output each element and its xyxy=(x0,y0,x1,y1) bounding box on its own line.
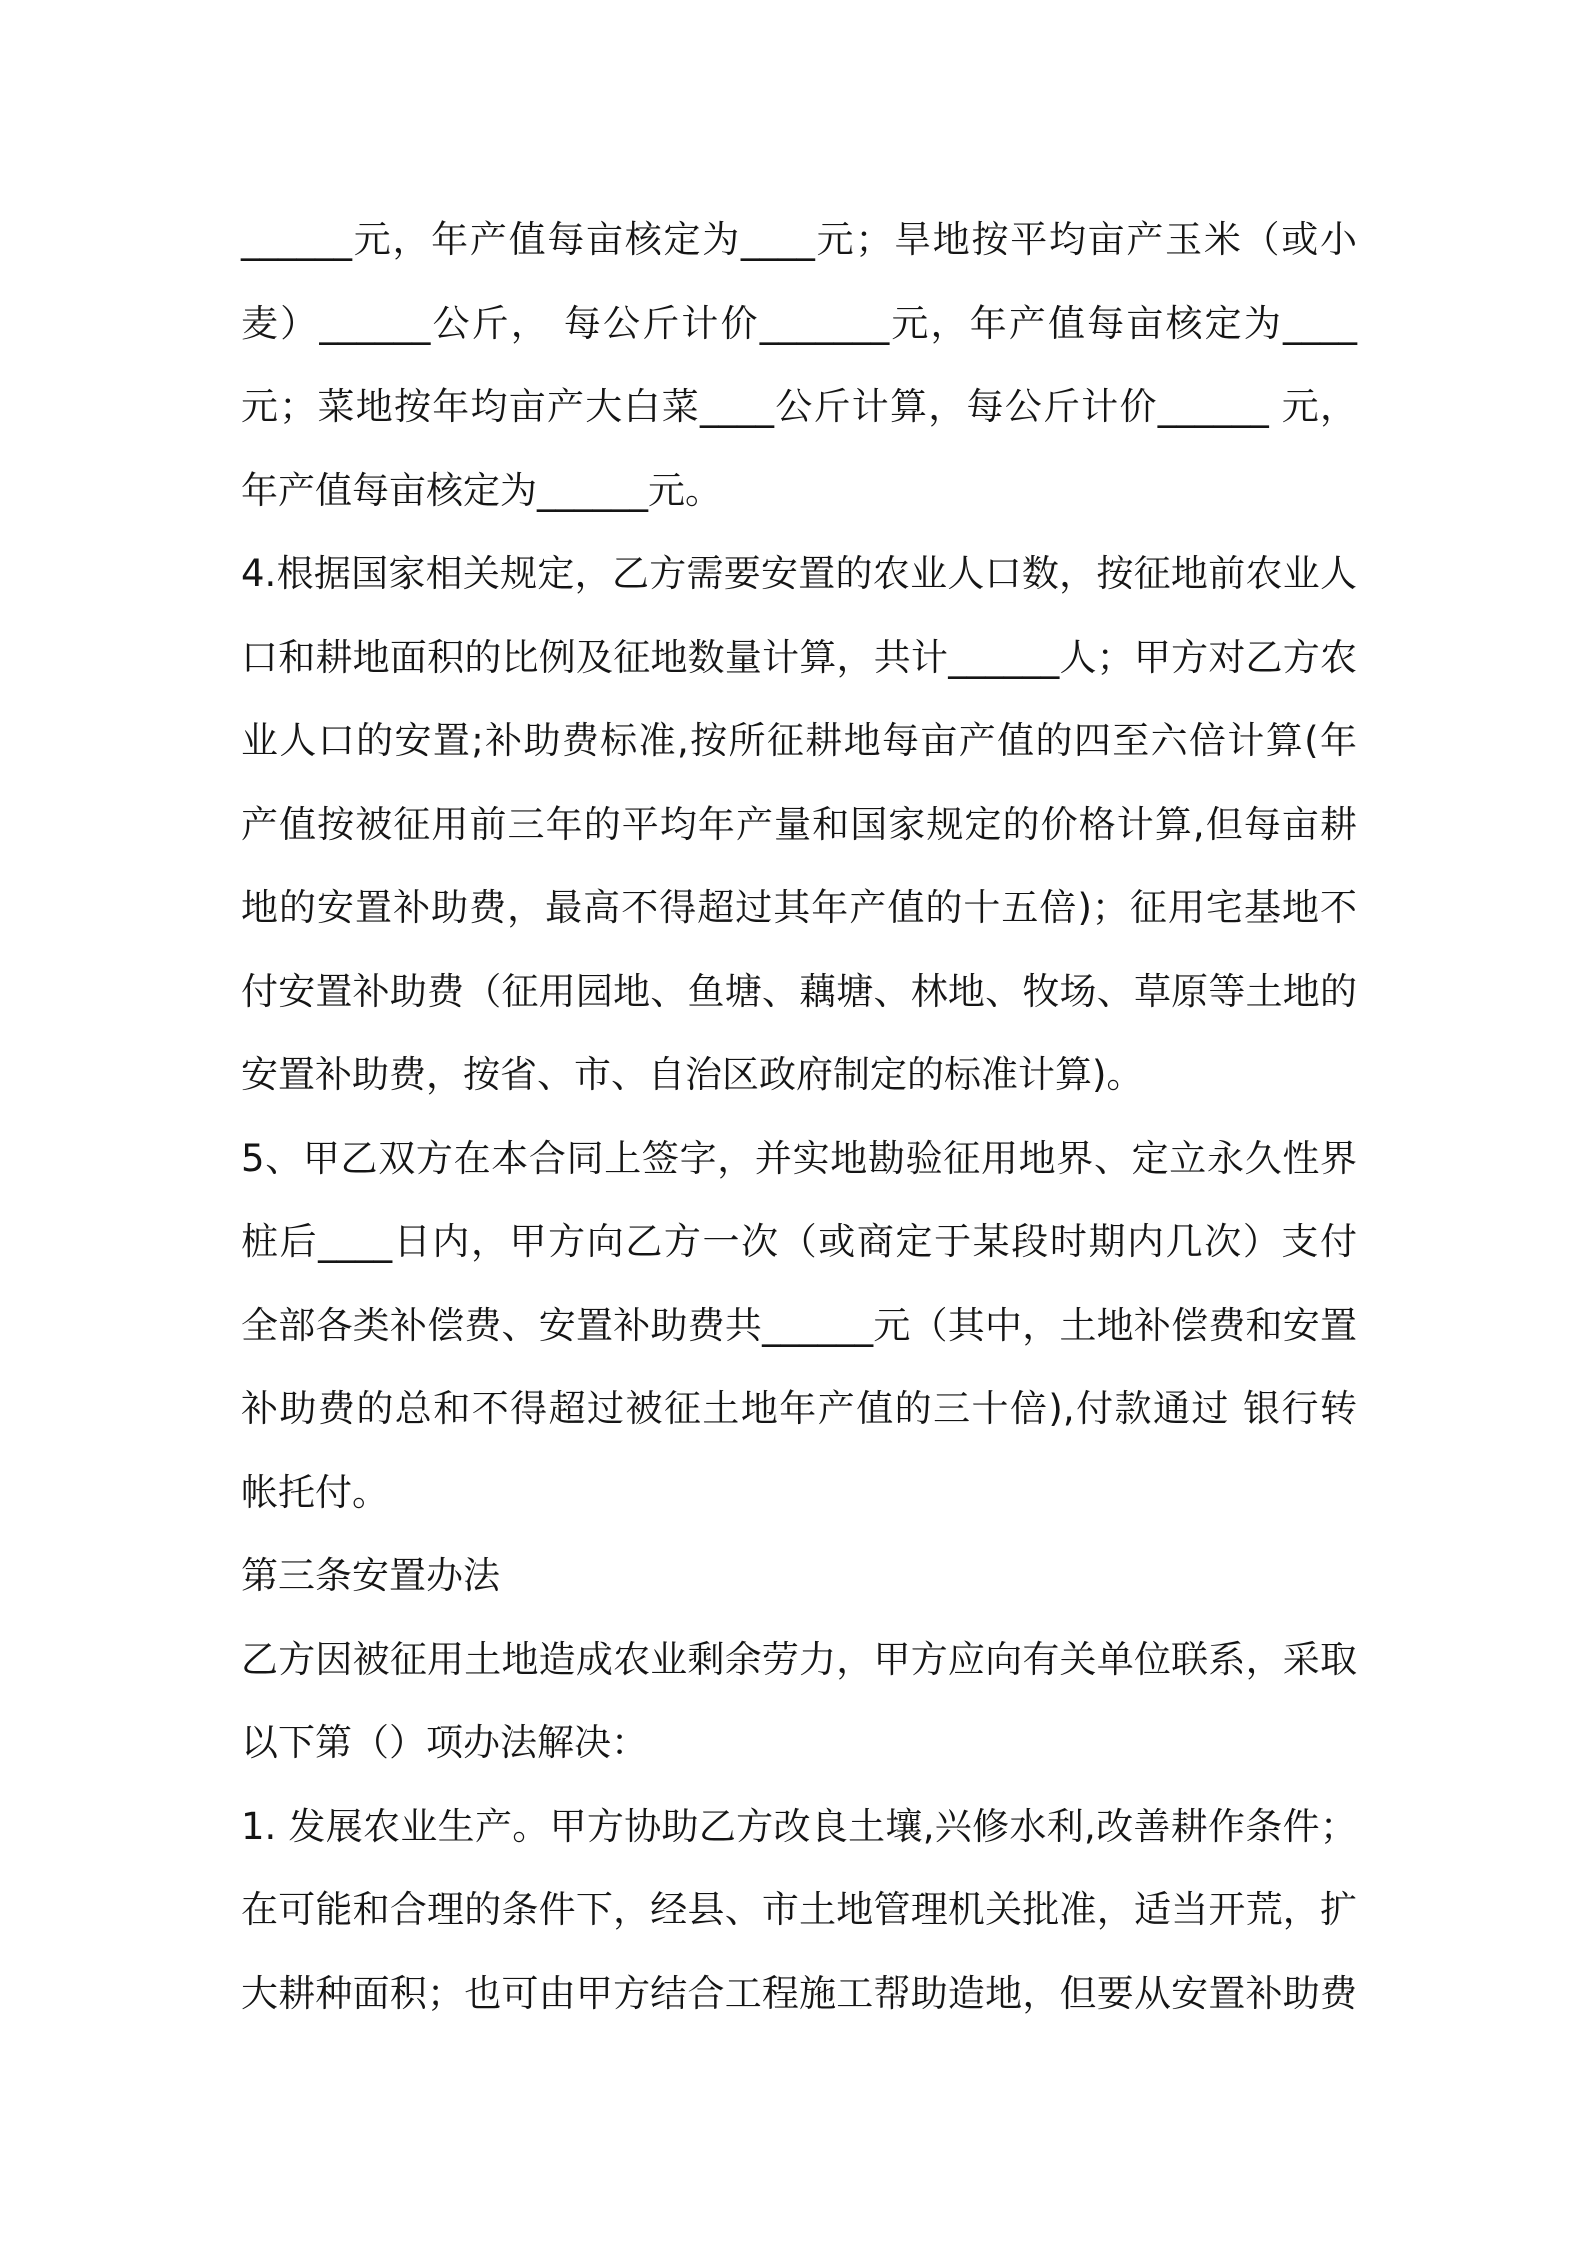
text-line: 乙方因被征用土地造成农业剩余劳力，甲方应向有关单位联系，采取 xyxy=(241,1637,1357,1681)
text-line: 元；菜地按年均亩产大白菜____公斤计算，每公斤计价______ 元， xyxy=(241,385,1357,428)
text-line: 全部各类补偿费、安置补助费共______元（其中，土地补偿费和安置 xyxy=(241,1303,1357,1347)
text-line: 麦）______公斤， 每公斤计价_______元，年产值每亩核定为____ xyxy=(241,301,1357,345)
text-line: 付安置补助费（征用园地、鱼塘、藕塘、林地、牧场、草原等土地的 xyxy=(241,969,1357,1013)
text-line: 业人口的安置;补助费标准,按所征耕地每亩产值的四至六倍计算(年 xyxy=(241,719,1357,762)
text-line: 1. 发展农业生产。甲方协助乙方改良土壤,兴修水利,改善耕作条件； xyxy=(241,1804,1357,1848)
text-line: 第三条安置办法 xyxy=(241,1554,500,1597)
document-body xyxy=(241,198,1357,2035)
text-line: 年产值每亩核定为______元。 xyxy=(241,468,722,512)
text-line: 补助费的总和不得超过被征土地年产值的三十倍),付款通过 银行转 xyxy=(241,1387,1357,1430)
text-line: 安置补助费，按省、市、自治区政府制定的标准计算)。 xyxy=(241,1053,1144,1096)
text-line: 4.根据国家相关规定，乙方需要安置的农业人口数，按征地前农业人 xyxy=(241,552,1357,595)
text-line: 大耕种面积；也可由甲方结合工程施工帮助造地，但要从安置补助费 xyxy=(241,1971,1357,2015)
text-line: 在可能和合理的条件下，经县、市土地管理机关批准，适当开荒，扩 xyxy=(241,1888,1357,1931)
text-line: 地的安置补助费，最高不得超过其年产值的十五倍)；征用宅基地不 xyxy=(241,886,1357,929)
text-line: 帐托付。 xyxy=(241,1470,389,1514)
text-line: 桩后____日内，甲方向乙方一次（或商定于某段时期内几次）支付 xyxy=(241,1220,1357,1263)
text-line: 口和耕地面积的比例及征地数量计算，共计______人；甲方对乙方农 xyxy=(241,635,1357,679)
text-line: 5、甲乙双方在本合同上签字，并实地勘验征用地界、定立永久性界 xyxy=(241,1136,1357,1180)
text-line: ______元，年产值每亩核定为____元；旱地按平均亩产玉米（或小 xyxy=(241,218,1357,261)
text-line: 以下第（）项办法解决： xyxy=(241,1721,648,1764)
text-line: 产值按被征用前三年的平均年产量和国家规定的价格计算,但每亩耕 xyxy=(241,802,1357,846)
